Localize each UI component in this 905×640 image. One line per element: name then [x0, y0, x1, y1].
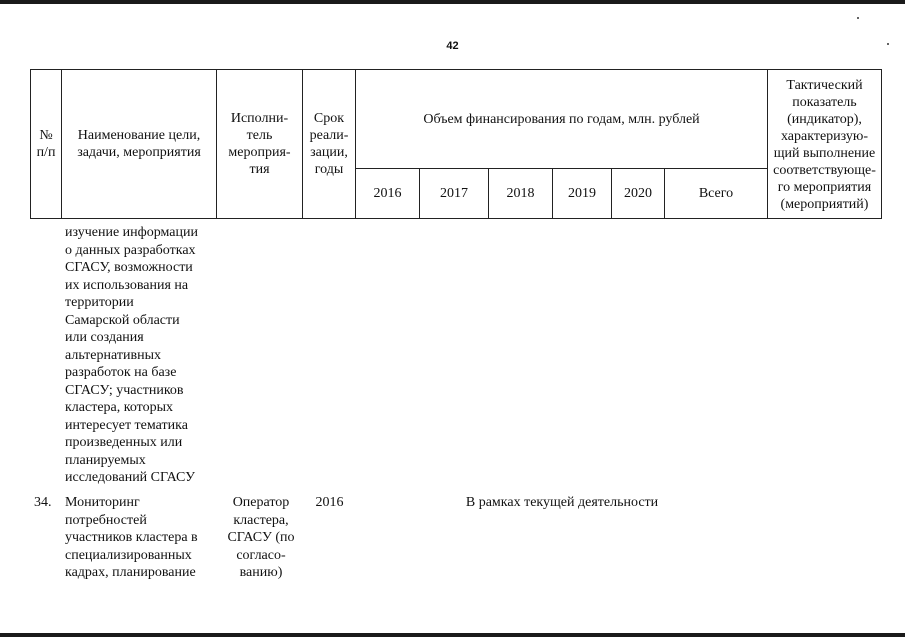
- header-name: Наименование цели, задачи, мероприятия: [62, 70, 217, 219]
- header-year-2019: 2019: [553, 169, 612, 219]
- header-year-2016: 2016: [356, 169, 420, 219]
- header-year-2020: 2020: [612, 169, 665, 219]
- scan-edge-bottom: [0, 633, 905, 637]
- continuation-text: изучение информации о данных разработках СГАСУ, возможности их использования на территории Самарской области или создания альтернативных разработок на базе СГАСУ; участников кластера, которых интересует тематика произведенных или планируемых исследований СГАСУ: [65, 225, 198, 485]
- row34-executor: Оператор кластера, СГАСУ (по согласо- ванию): [227, 495, 295, 580]
- header-total: Всего: [665, 169, 768, 219]
- header-indicator: Тактический показатель (индикатор), характеризую- щий выполнение соответствующе- го мероприятия (мероприятий): [768, 70, 882, 219]
- page-number: 42: [446, 40, 459, 52]
- row34-name: Мониторинг потребностей участников кластера в специализированных кадрах, планирование: [65, 495, 198, 580]
- header-executor: Исполни- тель мероприя- тия: [217, 70, 303, 219]
- header-year-2018: 2018: [489, 169, 553, 219]
- row34-term: 2016: [315, 495, 344, 510]
- scan-speck: [857, 17, 859, 19]
- header-term: Срок реали- зации, годы: [303, 70, 356, 219]
- row34-funding: В рамках текущей деятельности: [465, 495, 659, 510]
- scan-edge-top: [0, 0, 905, 4]
- header-funding: Объем финансирования по годам, млн. рублей: [356, 70, 768, 169]
- row34-num: 34.: [34, 495, 52, 510]
- header-year-2017: 2017: [420, 169, 489, 219]
- header-table: [30, 69, 882, 219]
- header-num: № п/п: [31, 70, 62, 219]
